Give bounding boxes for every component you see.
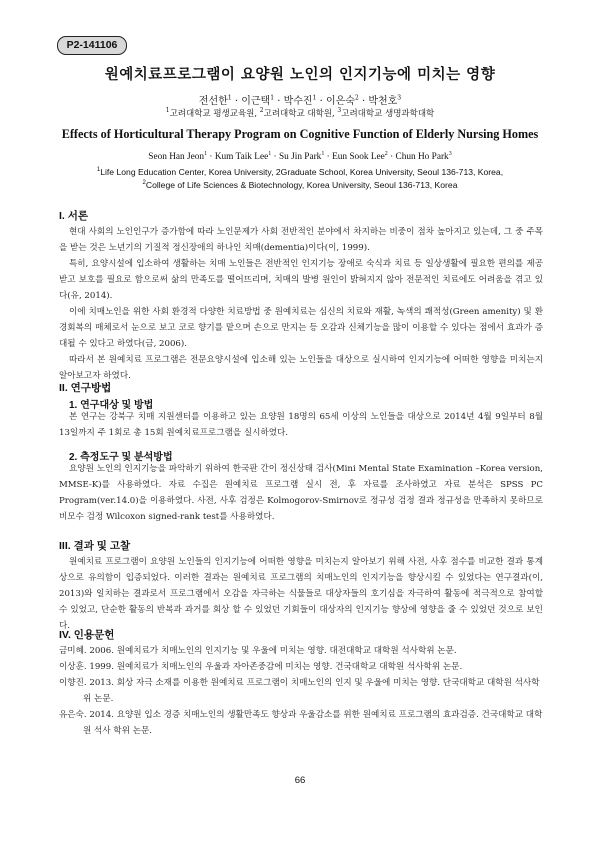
paragraph: 요양원 노인의 인지기능을 파악하기 위하여 한국판 간이 정신상태 검사(Mini Mental State Examination –Korea version, MMSE-K)를 사용하였다. 자료 수집은 원예치료 프로그램 실시 전, 후 자료를 조사하였고 자료 분석은 SPSS PC Program(ver.14.0)을 이용하였다. 사전, 사후 검정은 Kolmogorov-Smirnov로 정규성 검정 결과 정규성을 만족하지 못하므로 비모수 검정 Wilcoxon signed-rank test를 사용하였다. <box>59 464 543 522</box>
subjects-body <box>59 409 543 441</box>
korean-title: 원예치료프로그램이 요양원 노인의 인지기능에 미치는 영향 <box>104 66 496 83</box>
paragraph: 본 연구는 강북구 치매 지원센터를 이용하고 있는 요양원 18명의 65세 이상의 노인들을 대상으로 2014년 4월 9일부터 8월 13일까지 주 1회로 총 15회 원예치료프로그램을 실시하였다. <box>59 412 543 438</box>
author-en: Kum Taik Lee$^1$ <box>214 150 272 162</box>
section-heading-introduction: I. 서론 <box>59 210 89 222</box>
results-body <box>59 554 543 634</box>
page-number: 66 <box>294 775 306 786</box>
subsection-heading-analysis: 2. 측정도구 및 분석방법 <box>69 452 173 463</box>
poster-id-badge: P2-141106 <box>57 36 127 55</box>
author-en: Su Jin Park$^1$ <box>278 150 325 162</box>
section-heading-results: III. 결과 및 고찰 <box>59 540 131 552</box>
reference-list <box>59 643 543 739</box>
author-ko: 박천호$^3$ <box>368 94 402 107</box>
paragraph: 따라서 본 원예치료 프로그램은 전문요양시설에 입소해 있는 노인들을 대상으로 실시하여 인지기능에 어떠한 영향을 미치는지 알아보고자 하였다. <box>59 355 543 381</box>
korean-authors: 전선한$^1$ · 이근택$^1$ · 박수진$^1$ · 이은숙$^2$ · 박천호$^3$ <box>198 94 402 107</box>
english-affiliation-2: $^2$College of Life Sciences & Biotechnology, Korea University, Seoul 136-713, Korea <box>142 180 458 190</box>
english-authors: Seon Han Jeon$^1$ · Kum Taik Lee$^1$ · Su Jin Park$^1$ · Eun Sook Lee$^2$ · Chun Ho Park$^3$ <box>148 150 452 162</box>
subsection-heading-subjects: 1. 연구대상 및 방법 <box>69 400 154 411</box>
paragraph: 현대 사회의 노인인구가 증가함에 따라 노인문제가 사회 전반적인 분야에서 차지하는 비중이 점차 높아지고 있는데, 그 중 주목을 받는 것은 노년기의 기질적 정신장애의 하나인 치매(dementia)이다(이, 1999). <box>59 227 543 253</box>
paragraph: 원예치료 프로그램이 요양원 노인들의 인지기능에 어떠한 영향을 미치는지 알아보기 위해 사전, 사후 점수를 비교한 결과 통계상으로 유의함이 입증되었다. 이러한 결과는 원예치료 프로그램의 치매노인의 인지기능을 향상시킬 수 있었다는 연구결과(이, 2013)와 일치하는 결과로서 프로그램에서 오감을 자극하는 식물들로 대상자들의 호기심을 자극하여 활동에 적극적으로 참여할 수 있었고, 단순한 활동의 반복과 과거를 회상 할 수 있었던 기회들이 대상자의 인지기능 향상에 영향을 줄 수 있었던 것으로 보인다. <box>59 557 543 631</box>
english-affiliation-1: $^1$Life Long Education Center, Korea University, 2Graduate School, Korea University, Seoul 136-713, Korea, <box>96 167 504 177</box>
korean-affiliations: $^1$고려대학교 평생교육원, $^2$고려대학교 대학원, $^3$고려대학교 생명과학대학 <box>165 107 435 119</box>
introduction-body <box>59 224 543 384</box>
english-title: Effects of Horticultural Therapy Program on Cognitive Function of Elderly Nursing Homes <box>61 127 539 141</box>
author-ko: 이은숙$^2$ <box>325 94 359 107</box>
reference-item: 이향진. 2013. 회상 자극 소재를 이용한 원예치료 프로그램이 치매노인의 인지 및 우울에 미치는 영향. 단국대학교 대학원 석사학위 논문. <box>59 678 540 704</box>
section-heading-methods: II. 연구방법 <box>59 382 112 394</box>
author-ko: 전선한$^1$ <box>198 94 232 107</box>
reference-item: 금미혜. 2006. 원예치료가 치매노인의 인지기능 및 우울에 미치는 영향. 대전대학교 대학원 석사학위 논문. <box>59 646 457 656</box>
reference-item: 이상훈. 1999. 원예치료가 치매노인의 우울과 자아존중감에 미치는 영향. 건국대학교 대학원 석사학위 논문. <box>59 662 463 672</box>
author-en: Chun Ho Park$^3$ <box>395 150 452 162</box>
paragraph: 특히, 요양시설에 입소하여 생활하는 치매 노인들은 전반적인 인지기능 장애로 숙식과 치료 등 일상생활에 필요한 편의를 제공받고 보호를 필요로 함으로써 삶의 만족도를 떨어뜨리며, 치매의 발병 원인이 밝혀지지 않아 전문적인 치료에도 어려움을 겪고 있다(유, 2014). <box>59 259 543 301</box>
author-en: Eun Sook Lee$^2$ <box>332 150 388 162</box>
author-ko: 이근택$^1$ <box>241 94 275 107</box>
author-en: Seon Han Jeon$^1$ <box>148 150 208 162</box>
reference-item: 유은숙. 2014. 요양원 입소 경증 치매노인의 생활만족도 향상과 우울감소를 위한 원예치료 프로그램의 효과검증. 건국대학교 대학원 석사 학위 논문. <box>59 710 543 736</box>
paragraph: 이에 치매노인을 위한 사회 환경적 다양한 치료방법 중 원예치료는 심신의 치료와 재활, 녹색의 쾌적성(Green amenity) 및 환경회복의 매체로서 눈으로 보고 코로 향기를 맡으며 손으로 만지는 등 오감과 신체기능을 많이 이용할 수 있다는 점에서 효과가 증대될 수 있다고 하였다(금, 2006). <box>59 307 543 349</box>
section-heading-references: IV. 인용문헌 <box>59 629 115 641</box>
analysis-body <box>59 461 543 525</box>
author-ko: 박수진$^1$ <box>283 94 317 107</box>
